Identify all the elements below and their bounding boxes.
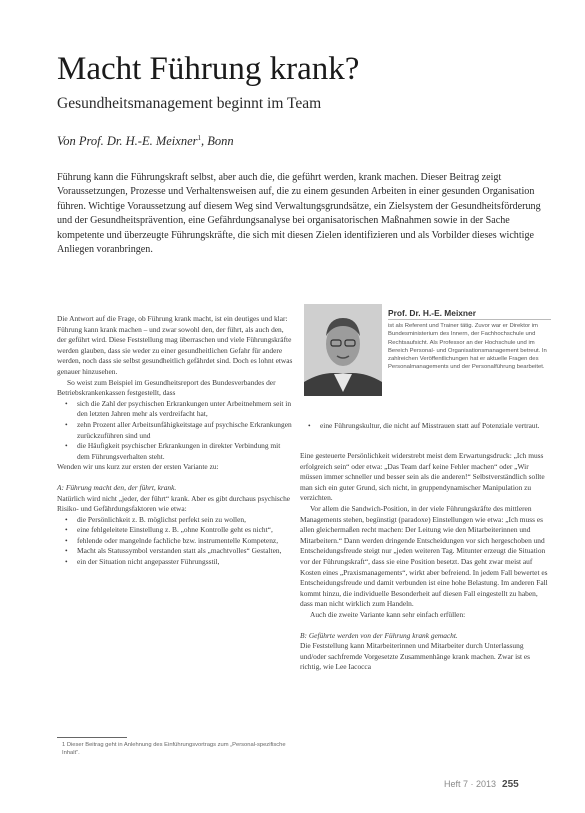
bio-text: ist als Referent und Trainer tätig. Zuvor war er Direktor im Bundesministerium des Innern, der Fachhochschule und Rechtsaufsicht. Als Professor an der Hochschule und im Bereich Personal- und Organisationsmanagement betreut. In zahlreichen Veröffentlichungen hat er aktuelle Fragen des Personalmanagements und der Personalführung bearbeitet.: [388, 323, 547, 371]
footnote-marker: 1: [197, 134, 201, 142]
page-footer: [444, 779, 519, 790]
body-paragraph: Wenden wir uns kurz zur ersten der ersten Variante zu:: [57, 462, 219, 472]
section-lead: A: Führung macht den, der führt, krank.: [57, 482, 177, 492]
bullet-list: [57, 399, 293, 463]
body-paragraph: Auch die zweite Variante kann sehr einfach erfüllen:: [310, 609, 466, 619]
body-paragraph: Die Feststellung kann Mitarbeiterinnen und Mitarbeiter durch Unterlassung und/oder sachfremde Vorgesetzte Zusammenhänge krank machen. Zwar ist es richtig, wie Lee Iacocca: [300, 641, 531, 672]
body-column-left: [57, 314, 293, 568]
section-lead: B: Geführte werden von der Führung krank gemacht.: [300, 630, 458, 640]
list-item: • sich die Zahl der psychischen Erkrankungen unter Arbeitnehmern seit in den letzten Jahren mehr als verdreifacht hat,: [57, 399, 293, 420]
article-lead: Führung kann die Führungskraft selbst, aber auch die, die geführt werden, krank machen. Dieser Beitrag zeigt Voraussetzungen, Prozesse und Verhaltensweisen auf, die zu einem gesunden Arbeiten in einer gesunden Organisation führen. Wichtige Voraussetzung auf diesem Weg sind Verwaltungsgrundsätze, ein Zielsystem der Gesundheitsförderung und der Gesundheitsprävention, eine Gefährdungsanalyse bei organisatorischen Maßnahmen sowie in der Sache kompetente und überzeugte Führungskräfte, die sich mit diesen Zielen identifizieren und als Vorbilder dieses wichtige Anliegen voranbringen.: [57, 172, 541, 256]
author-name: Von Prof. Dr. H.-E. Meixner: [57, 134, 198, 149]
body-column-right: [300, 451, 551, 673]
footnote: 1 Dieser Beitrag geht in Anlehnung des Einführungsvortrags zum „Personal-spezifische Inhalt“.: [62, 742, 286, 756]
list-item: • die Persönlichkeit z. B. möglichst perfekt sein zu wollen,: [57, 515, 293, 526]
list-item: • ein der Situation nicht angepasster Führungsstil,: [57, 557, 293, 568]
list-item: • Macht als Statussymbol verstanden statt als „machtvolles“ Gestalten,: [57, 546, 293, 557]
body-paragraph: Natürlich wird nicht „jeder, der führt“ krank. Aber es gibt durchaus psychische Risiko- und Gefährdungsfaktoren wie etwa:: [57, 493, 291, 514]
body-paragraph: Vor allem die Sandwich-Position, in der viele Führungskräfte des mittleren Managements stehen, begünstigt (paradoxe) Einstellungen wie etwa: „Ich muss es allen gleichermaßen recht machen: Der Leitung wie den Mitarbeiterinnen und Mitarbeitern.“ Dann werden dringende Entscheidungen vor sich hergeschoben und Entscheidungsfreude steigt nur „jeden weiteren Tag. Mitunter erzeugt die Situation vor der Führungskraft“, dass sie eine Position besetzt. Das geht zwar meist auf Kosten eines „Praxismanagements“, wirkt aber befreiend. In jedem Fall bewertet es Entscheidungsfreude und damit verbunden ist eine hohe Belastung. Im anderen Fall kommt hinzu, die individuelle Besonderheit auf diesen Fall eingestellt zu haben, dass man nicht wirklich zum Handeln.: [300, 503, 548, 609]
body-paragraph: So weist zum Beispiel im Gesundheitsreport des Bundesverbandes der Betriebskrankenkassen festgestellt, dass: [57, 377, 276, 398]
body-paragraph: Eine gesteuerte Persönlichkeit widerstrebt meist dem Erwartungsdruck: „Ich muss erfolgreich sein“ oder etwa: „Das Team darf keine Fehler machen“ oder „Wir müssen immer schneller und besser sein als die anderen!“ Selbstverständlich sollte man sich ein guter Grund, sich nicht, in gruppendynamischer Manipulation zu verzichten.: [300, 451, 545, 503]
continued-list: [300, 421, 551, 432]
author-byline: [57, 130, 234, 149]
page-number: 255: [502, 779, 519, 790]
list-item: • die Häufigkeit psychischer Erkrankungen in direkter Verbindung mit dem Führungsverhalten steht.: [57, 441, 293, 462]
bullet-list: [57, 515, 293, 568]
article-title: Macht Führung krank?: [57, 51, 360, 87]
list-item: • eine Führungskultur, die nicht auf Misstrauen statt auf Potenziale vertraut.: [300, 421, 551, 432]
list-item: • fehlende oder mangelnde fachliche bzw. instrumentelle Kompetenz,: [57, 536, 293, 547]
bio-divider: [388, 319, 551, 320]
footnote-divider: [57, 737, 127, 738]
bio-author-name: Prof. Dr. H.-E. Meixner: [388, 308, 476, 318]
author-portrait-icon: [304, 304, 382, 396]
author-photo: [304, 304, 382, 396]
bullet-list: [300, 421, 551, 432]
body-paragraph: Die Antwort auf die Frage, ob Führung krank macht, ist ein deutiges und klar: Führung kann krank machen – und zwar sowohl den, der führt, als auch den, der geführt wird. Diese Feststellung mag überraschen und viele Führungskräfte werden glauben, dass sie weder zu einer gesundheitlichen Gefahr für andere werden, noch dass sie selbst gesundheitlich gefährdet sind. Doch es lohnt etwas genauer hinzusehen.: [57, 314, 293, 376]
author-place: , Bonn: [201, 134, 234, 149]
journal-issue: Heft 7 · 2013: [444, 779, 497, 789]
article-subtitle: Gesundheitsmanagement beginnt im Team: [57, 95, 322, 112]
list-item: • zehn Prozent aller Arbeitsunfähigkeitstage auf psychische Erkrankungen zurückzuführen sind und: [57, 420, 293, 441]
list-item: • eine fehlgeleitete Einstellung z. B. „ohne Kontrolle geht es nicht“,: [57, 525, 293, 536]
